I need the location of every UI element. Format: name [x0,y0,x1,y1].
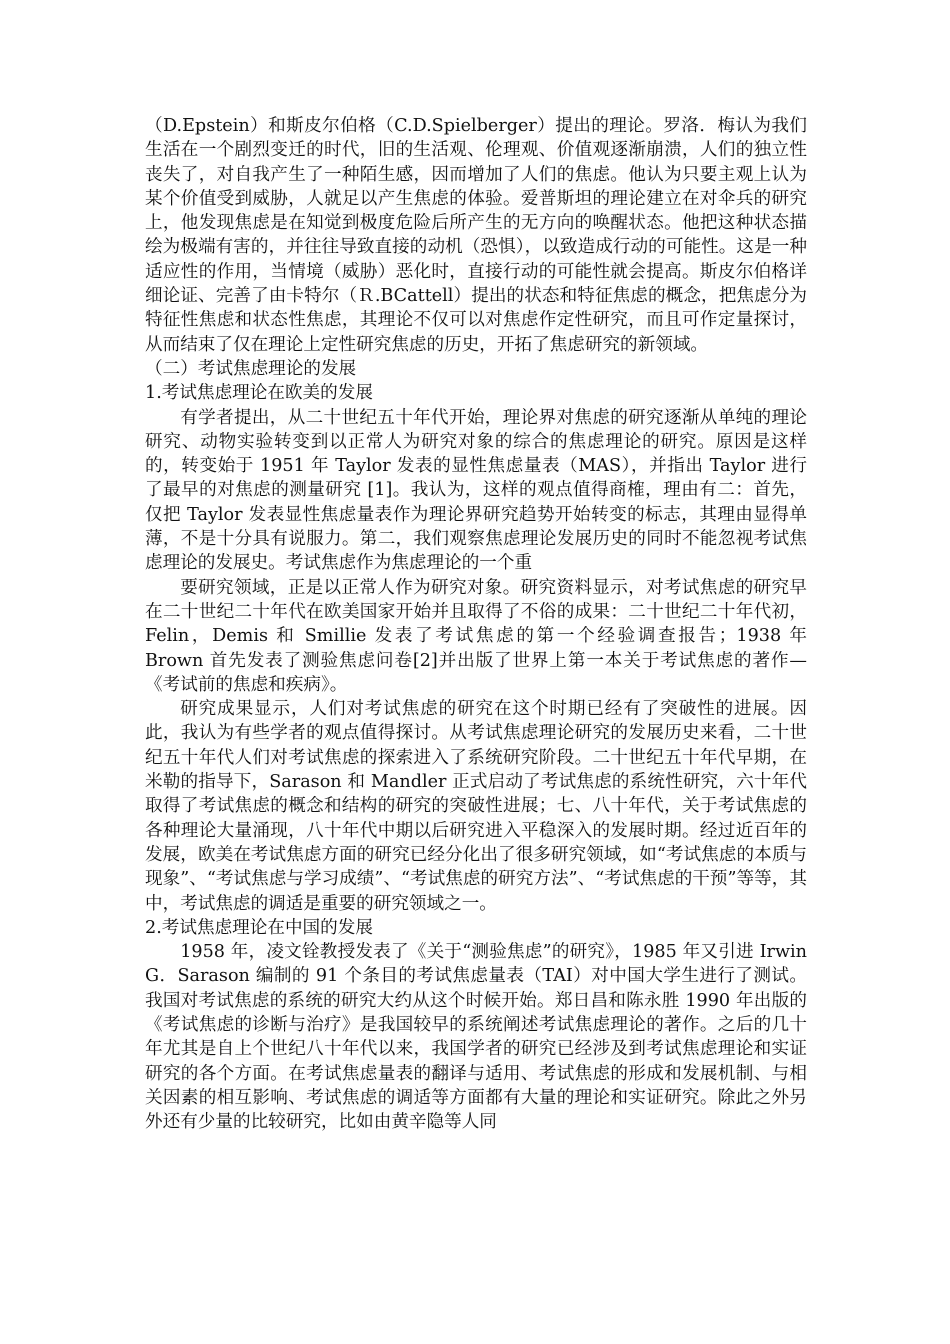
paragraph-continuation: （D.Epstein）和斯皮尔伯格（C.D.Spielberger）提出的理论。罗洛．梅认为我们生活在一个剧烈变迁的时代，旧的生活观、伦理观、价值观逐渐崩溃，人们的独立性丧失了，对自我产生了一种陌生感，因而增加了人们的焦虑。他认为只要主观上认为某个价值受到威胁，人就足以产生焦虑的体验。爱普斯坦的理论建立在对伞兵的研究上，他发现焦虑是在知觉到极度危险后所产生的无方向的唤醒状态。他把这种状态描绘为极端有害的，并往往导致直接的动机（恐惧），以致造成行动的可能性。这是一种适应性的作用，当情境（威胁）恶化时，直接行动的可能性就会提高。斯皮尔伯格详细论证、完善了由卡特尔（Ｒ.BCattell）提出的状态和特征焦虑的概念，把焦虑分为特征性焦虑和状态性焦虑，其理论不仅可以对焦虑作定性研究，而且可作定量探讨，从而结束了仅在理论上定性研究焦虑的历史，开拓了焦虑研究的新领域。 [145,116,807,355]
paragraph-europe-history: 要研究领域，正是以正常人作为研究对象。研究资料显示，对考试焦虑的研究早在二十世纪二十年代在欧美国家开始并且取得了不俗的成果：二十世纪二十年代初，Felin，Demis 和 Smillie 发表了考试焦虑的第一个经验调查报告；1938 年 Brown 首先发表了测验焦虑问卷[2]并出版了世界上第一本关于考试焦虑的著作—《考试前的焦虑和疾病》。 [145,577,807,695]
subsection-heading-1: 1.考试焦虑理论在欧美的发展 [145,383,373,404]
section-heading-2: （二）考试焦虑理论的发展 [145,358,357,379]
paragraph-europe-results: 研究成果显示，人们对考试焦虑的研究在这个时期已经有了突破性的进展。因此，我认为有些学者的观点值得探讨。从考试焦虑理论研究的发展历史来看，二十世纪五十年代人们对考试焦虑的探索进入了系统研究阶段。二十世纪五十年代早期，在米勒的指导下，Sarason 和 Mandler 正式启动了考试焦虑的系统性研究，六十年代取得了考试焦虑的概念和结构的研究的突破性进展；七、八十年代，关于考试焦虑的各种理论大量涌现，八十年代中期以后研究进入平稳深入的发展时期。经过近百年的发展，欧美在考试焦虑方面的研究已经分化出了很多研究领域，如“考试焦虑的本质与现象”、“考试焦虑与学习成绩”、“考试焦虑的研究方法”、“考试焦虑的干预”等等，其中，考试焦虑的调适是重要的研究领域之一。 [145,699,807,914]
paragraph-china: 1958 年，凌文铨教授发表了《关于“测验焦虑”的研究》，1985 年又引进 Irwin G．Sarason 编制的 91 个条目的考试焦虑量表（TAI）对中国大学生进行了测试。我国对考试焦虑的系统的研究大约从这个时候开始。郑日昌和陈永胜 1990 年出版的《考试焦虑的诊断与治疗》是我国较早的系统阐述考试焦虑理论的著作。之后的几十年尤其是自上个世纪八十年代以来，我国学者的研究已经涉及到考试焦虑理论和实证研究的各个方面。在考试焦虑量表的翻译与适用、考试焦虑的形成和发展机制、与相关因素的相互影响、考试焦虑的调适等方面都有大量的理论和实证研究。除此之外另外还有少量的比较研究，比如由黄辛隐等人同 [145,942,807,1133]
document-page [145,114,807,1134]
subsection-heading-2: 2.考试焦虑理论在中国的发展 [145,917,373,938]
paragraph-europe-intro: 有学者提出，从二十世纪五十年代开始，理论界对焦虑的研究逐渐从单纯的理论研究、动物实验转变到以正常人为研究对象的综合的焦虑理论的研究。原因是这样的，转变始于 1951 年 Taylor 发表的显性焦虑量表（MAS），并指出 Taylor 进行了最早的对焦虑的测量研究 [1]。我认为，这样的观点值得商榷，理由有二：首先，仅把 Taylor 发表显性焦虑量表作为理论界研究趋势开始转变的标志，其理由显得单薄，不是十分具有说服力。第二，我们观察焦虑理论发展历史的同时不能忽视考试焦虑理论的发展史。考试焦虑作为焦虑理论的一个重 [145,407,807,574]
